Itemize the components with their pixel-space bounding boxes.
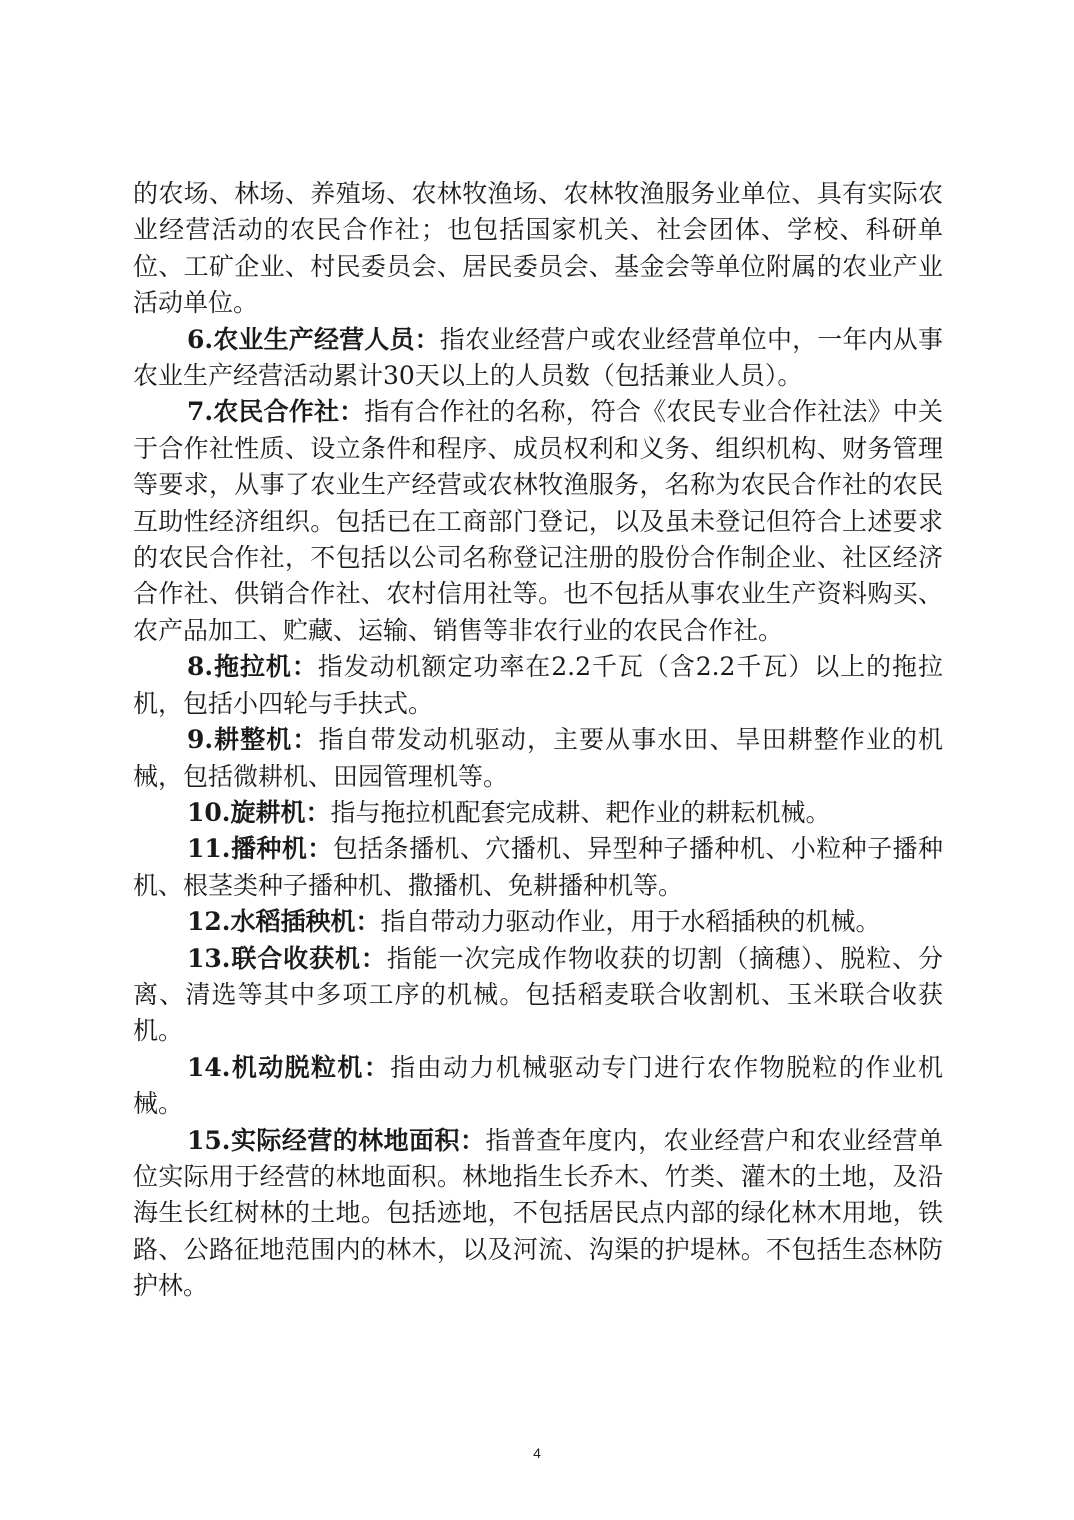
definition-text: 指能一次完成作物收获的切割（摘穗）、脱粒、分离、清选等其中多项工序的机械。包括稻麦联合收割机、玉米联合收获机。 <box>133 943 943 1046</box>
definition-text: 指有合作社的名称，符合《农民专业合作社法》中关于合作社性质、设立条件和程序、成员权利和义务、组织机构、财务管理等要求，从事了农业生产经营或农林牧渔服务，名称为农民合作社的农民互助性经济组织。包括已在工商部门登记，以及虽未登记但符合上述要求的农民合作社，不包括以公司名称登记注册的股份合作制企业、社区经济合作社、供销合作社、农村信用社等。也不包括从事农业生产资料购买、农产品加工、贮藏、运输、销售等非农行业的农民合作社。 <box>133 397 943 645</box>
definition-paragraph <box>133 322 943 395</box>
definition-term: 7.农民合作社： <box>187 397 365 427</box>
definition-term: 11.播种机： <box>187 834 333 864</box>
definition-paragraph <box>133 649 943 722</box>
definition-paragraph <box>133 831 943 904</box>
page-number: 4 <box>533 1445 541 1461</box>
definition-term: 10.旋耕机： <box>187 797 331 827</box>
definition-term: 15.实际经营的林地面积： <box>187 1125 486 1155</box>
definition-term: 14.机动脱粒机： <box>187 1052 391 1082</box>
definition-paragraph <box>133 795 943 831</box>
definition-paragraph <box>133 722 943 795</box>
definition-term: 6.农业生产经营人员： <box>187 324 440 354</box>
definition-paragraph <box>133 1123 943 1305</box>
definition-text: 包括条播机、穴播机、异型种子播种机、小粒种子播种机、根茎类种子播种机、撒播机、免耕播种机等。 <box>133 834 943 900</box>
continuation-paragraph: 的农场、林场、养殖场、农林牧渔场、农林牧渔服务业单位、具有实际农业经营活动的农民合作社；也包括国家机关、社会团体、学校、科研单位、工矿企业、村民委员会、居民委员会、基金会等单位附属的农业产业活动单位。 <box>133 179 943 318</box>
definition-paragraph <box>133 904 943 940</box>
definition-text: 指由动力机械驱动专门进行农作物脱粒的作业机械。 <box>133 1052 943 1119</box>
definition-text: 指发动机额定功率在2.2千瓦（含2.2千瓦）以上的拖拉机，包括小四轮与手扶式。 <box>133 652 943 718</box>
definition-term: 8.拖拉机： <box>187 652 318 682</box>
definition-term: 12.水稻插秧机： <box>187 907 381 937</box>
definition-term: 13.联合收获机： <box>187 943 387 973</box>
definition-paragraph <box>133 941 943 1050</box>
definition-text: 指自带动力驱动作业，用于水稻插秧的机械。 <box>380 907 881 937</box>
definition-text: 指农业经营户或农业经营单位中，一年内从事农业生产经营活动累计30天以上的人员数（包括兼业人员）。 <box>133 324 943 391</box>
definition-paragraph <box>133 1050 943 1123</box>
definition-paragraph <box>133 394 943 649</box>
body-text <box>133 176 943 1305</box>
definition-text: 指与拖拉机配套完成耕、耙作业的耕耘机械。 <box>330 797 831 827</box>
definition-text: 指自带发动机驱动，主要从事水田、旱田耕整作业的机械，包括微耕机、田园管理机等。 <box>133 725 943 791</box>
definition-text: 指普查年度内，农业经营户和农业经营单位实际用于经营的林地面积。林地指生长乔木、竹类、灌木的土地，及沿海生长红树林的土地。包括迹地，不包括居民点内部的绿化林木用地，铁路、公路征地范围内的林木，以及河流、沟渠的护堤林。不包括生态林防护林。 <box>133 1125 943 1301</box>
definition-term: 9.耕整机： <box>187 725 319 755</box>
